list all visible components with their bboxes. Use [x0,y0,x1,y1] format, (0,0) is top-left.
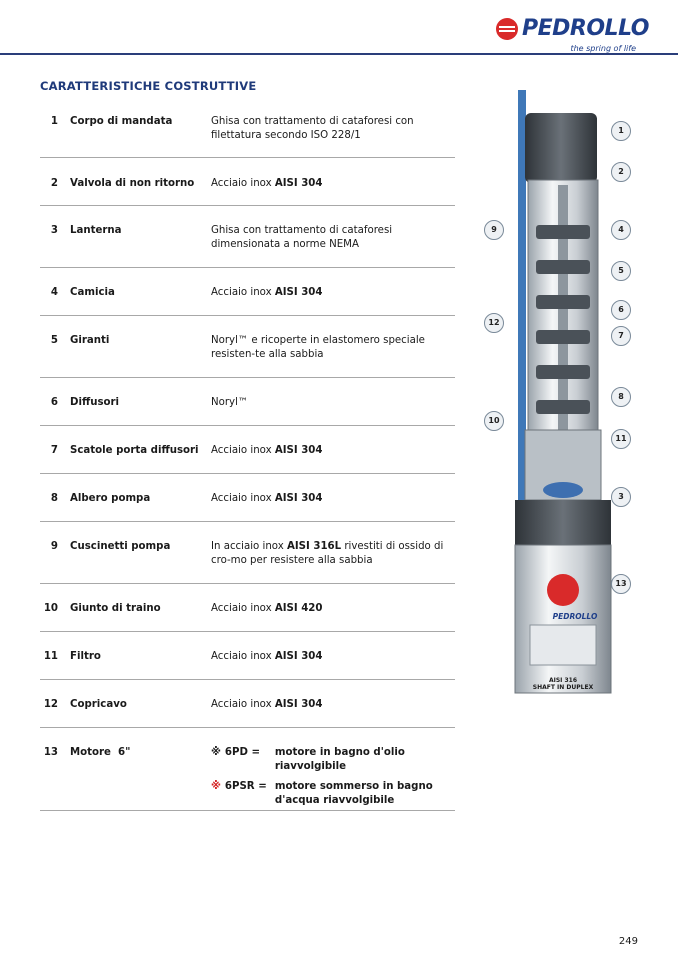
spec-name: Albero pompa [70,493,151,504]
spec-name: Corpo di mandata [70,116,173,127]
callout-5: 5 [611,261,631,281]
spec-name: Lanterna [70,225,122,236]
spec-row [40,158,455,206]
spec-row [40,378,455,426]
spec-num: 1 [50,116,58,127]
spec-num: 3 [50,225,58,236]
spec-desc: Ghisa con trattamento di cataforesi con filettatura secondo ISO 228/1 [211,116,414,141]
spec-row [40,474,455,522]
spec-desc: Acciaio inox AISI 304 [211,178,323,189]
spec-num: 8 [50,493,58,504]
callout-7: 7 [611,326,631,346]
spec-row [40,268,455,316]
spec-name: Motore 6" [70,747,131,758]
spec-desc: Noryl™ e ricoperte in elastomero speciale resisten-te alla sabbia [211,335,425,360]
callout-11: 11 [611,429,631,449]
callout-13: 13 [611,574,631,594]
motor-option-6psr: ※ 6PSR = motore sommerso in bagno d'acqua riavvolgibile [211,781,433,806]
callout-8: 8 [611,387,631,407]
reference-mark-icon: ※ [211,747,221,758]
spec-row [40,584,455,632]
spec-desc: Acciaio inox AISI 420 [211,603,323,614]
spec-row [40,632,455,680]
brand-tagline: the spring of life [570,44,636,53]
motor-options [211,746,453,814]
spec-num: 12 [43,699,58,710]
spec-num: 7 [50,445,58,456]
spec-num: 6 [50,397,58,408]
spec-row-motor [40,728,455,811]
callout-10: 10 [484,411,504,431]
spec-desc: Acciaio inox AISI 304 [211,699,323,710]
header-rule [0,53,678,55]
spec-name: Camicia [70,287,115,298]
callout-9: 9 [484,220,504,240]
spec-desc: Acciaio inox AISI 304 [211,651,323,662]
spec-name: Copricavo [70,699,127,710]
spec-row [40,426,455,474]
spec-desc: Acciaio inox AISI 304 [211,287,323,298]
callout-1: 1 [611,121,631,141]
spec-name: Filtro [70,651,101,662]
spec-num: 4 [50,287,58,298]
callout-4: 4 [611,220,631,240]
spec-row [40,680,455,728]
callout-6: 6 [611,300,631,320]
spec-num: 5 [50,335,58,346]
spec-name: Giranti [70,335,110,346]
spec-desc: Ghisa con trattamento di cataforesi dimensionata a norme NEMA [211,225,393,250]
motor-plate-label: AISI 316 SHAFT IN DUPLEX [532,677,594,691]
brand-logo [496,14,650,53]
spec-desc: Noryl™ [211,397,249,408]
spec-row [40,206,455,268]
callout-2: 2 [611,162,631,182]
motor-option-6pd: ※ 6PD = motore in bagno d'olio riavvolgibile [211,747,405,772]
spec-num: 2 [50,178,58,189]
spec-name: Cuscinetti pompa [70,541,171,552]
motor-brand-label: PEDROLLO [552,612,598,621]
spec-table [40,110,455,811]
spec-name: Giunto di traino [70,603,161,614]
section-title: CARATTERISTICHE COSTRUTTIVE [40,79,257,93]
callout-3: 3 [611,487,631,507]
spec-row [40,522,455,584]
spec-name: Valvola di non ritorno [70,178,195,189]
pump-drawing [470,85,678,695]
spec-num: 11 [43,651,58,662]
reference-mark-icon: ※ [211,781,221,792]
brand-logo-mark-icon [496,18,518,40]
spec-name: Scatole porta diffusori [70,445,199,456]
spec-name: Diffusori [70,397,120,408]
spec-num: 13 [43,747,58,758]
pump-cutaway-illustration [470,85,678,695]
callout-12: 12 [484,313,504,333]
spec-num: 9 [50,541,58,552]
motor-brand-mark-icon [547,574,579,606]
spec-desc: Acciaio inox AISI 304 [211,493,323,504]
spec-row [40,316,455,378]
discharge-head-icon [525,113,597,183]
spec-desc: Acciaio inox AISI 304 [211,445,323,456]
brand-name: PEDROLLO [522,16,650,41]
spec-row [40,110,455,158]
spec-num: 10 [43,603,58,614]
spec-desc: In acciaio inox AISI 316L rivestiti di ossido di cro-mo per resistere alla sabbia [211,541,444,566]
page-number: 249 [618,936,638,947]
